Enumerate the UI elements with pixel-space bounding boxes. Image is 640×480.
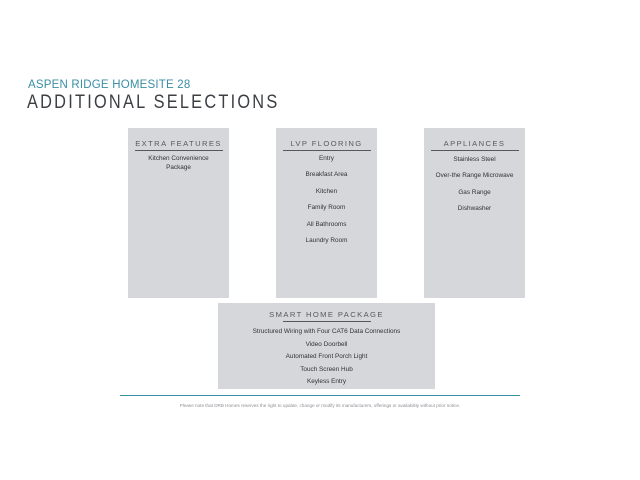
disclaimer-text: Please note that DRB Homes reserves the right to update, change or modify its manufacturers, offerings or availability without prior notice. <box>179 403 461 408</box>
list-item: Stainless Steel <box>453 156 496 163</box>
list-item: Laundry Room <box>305 236 348 244</box>
list-item: Kitchen <box>315 187 338 195</box>
extra-features-heading: EXTRA FEATURES <box>135 139 222 148</box>
list-item: Kitchen Convenience <box>148 155 209 162</box>
list-item: Gas Range <box>458 188 491 196</box>
list-item: Structured Wiring with Four CAT6 Data Connections <box>252 328 401 335</box>
page-title: ADDITIONAL SELECTIONS <box>27 92 280 113</box>
smart-home-card <box>218 303 435 389</box>
extra-features-list <box>128 151 229 172</box>
appliances-card <box>424 128 525 298</box>
smart-home-list <box>218 322 435 386</box>
lvp-flooring-list <box>276 151 377 245</box>
smart-home-heading: SMART HOME PACKAGE <box>269 310 384 319</box>
list-item: All Bathrooms <box>306 220 347 228</box>
footer-divider <box>120 395 520 396</box>
list-item: Dishwasher <box>457 205 492 213</box>
appliances-list <box>424 151 525 213</box>
list-item: Breakfast Area <box>305 171 348 179</box>
lvp-flooring-heading: LVP FLOORING <box>290 139 363 148</box>
list-item: Automated Front Porch Light <box>285 353 368 361</box>
list-item: Video Doorbell <box>305 340 348 348</box>
list-item: Entry <box>319 155 334 162</box>
list-item: Keyless Entry <box>306 378 347 386</box>
appliances-heading: APPLIANCES <box>443 139 506 148</box>
list-item: Family Room <box>307 204 346 212</box>
list-item: Touch Screen Hub <box>300 365 353 373</box>
list-item: Over-the Range Microwave <box>435 172 514 180</box>
list-item: Package <box>166 164 191 171</box>
extra-features-card <box>128 128 229 298</box>
lvp-flooring-card <box>276 128 377 298</box>
homesite-subtitle: ASPEN RIDGE HOMESITE 28 <box>28 79 191 91</box>
